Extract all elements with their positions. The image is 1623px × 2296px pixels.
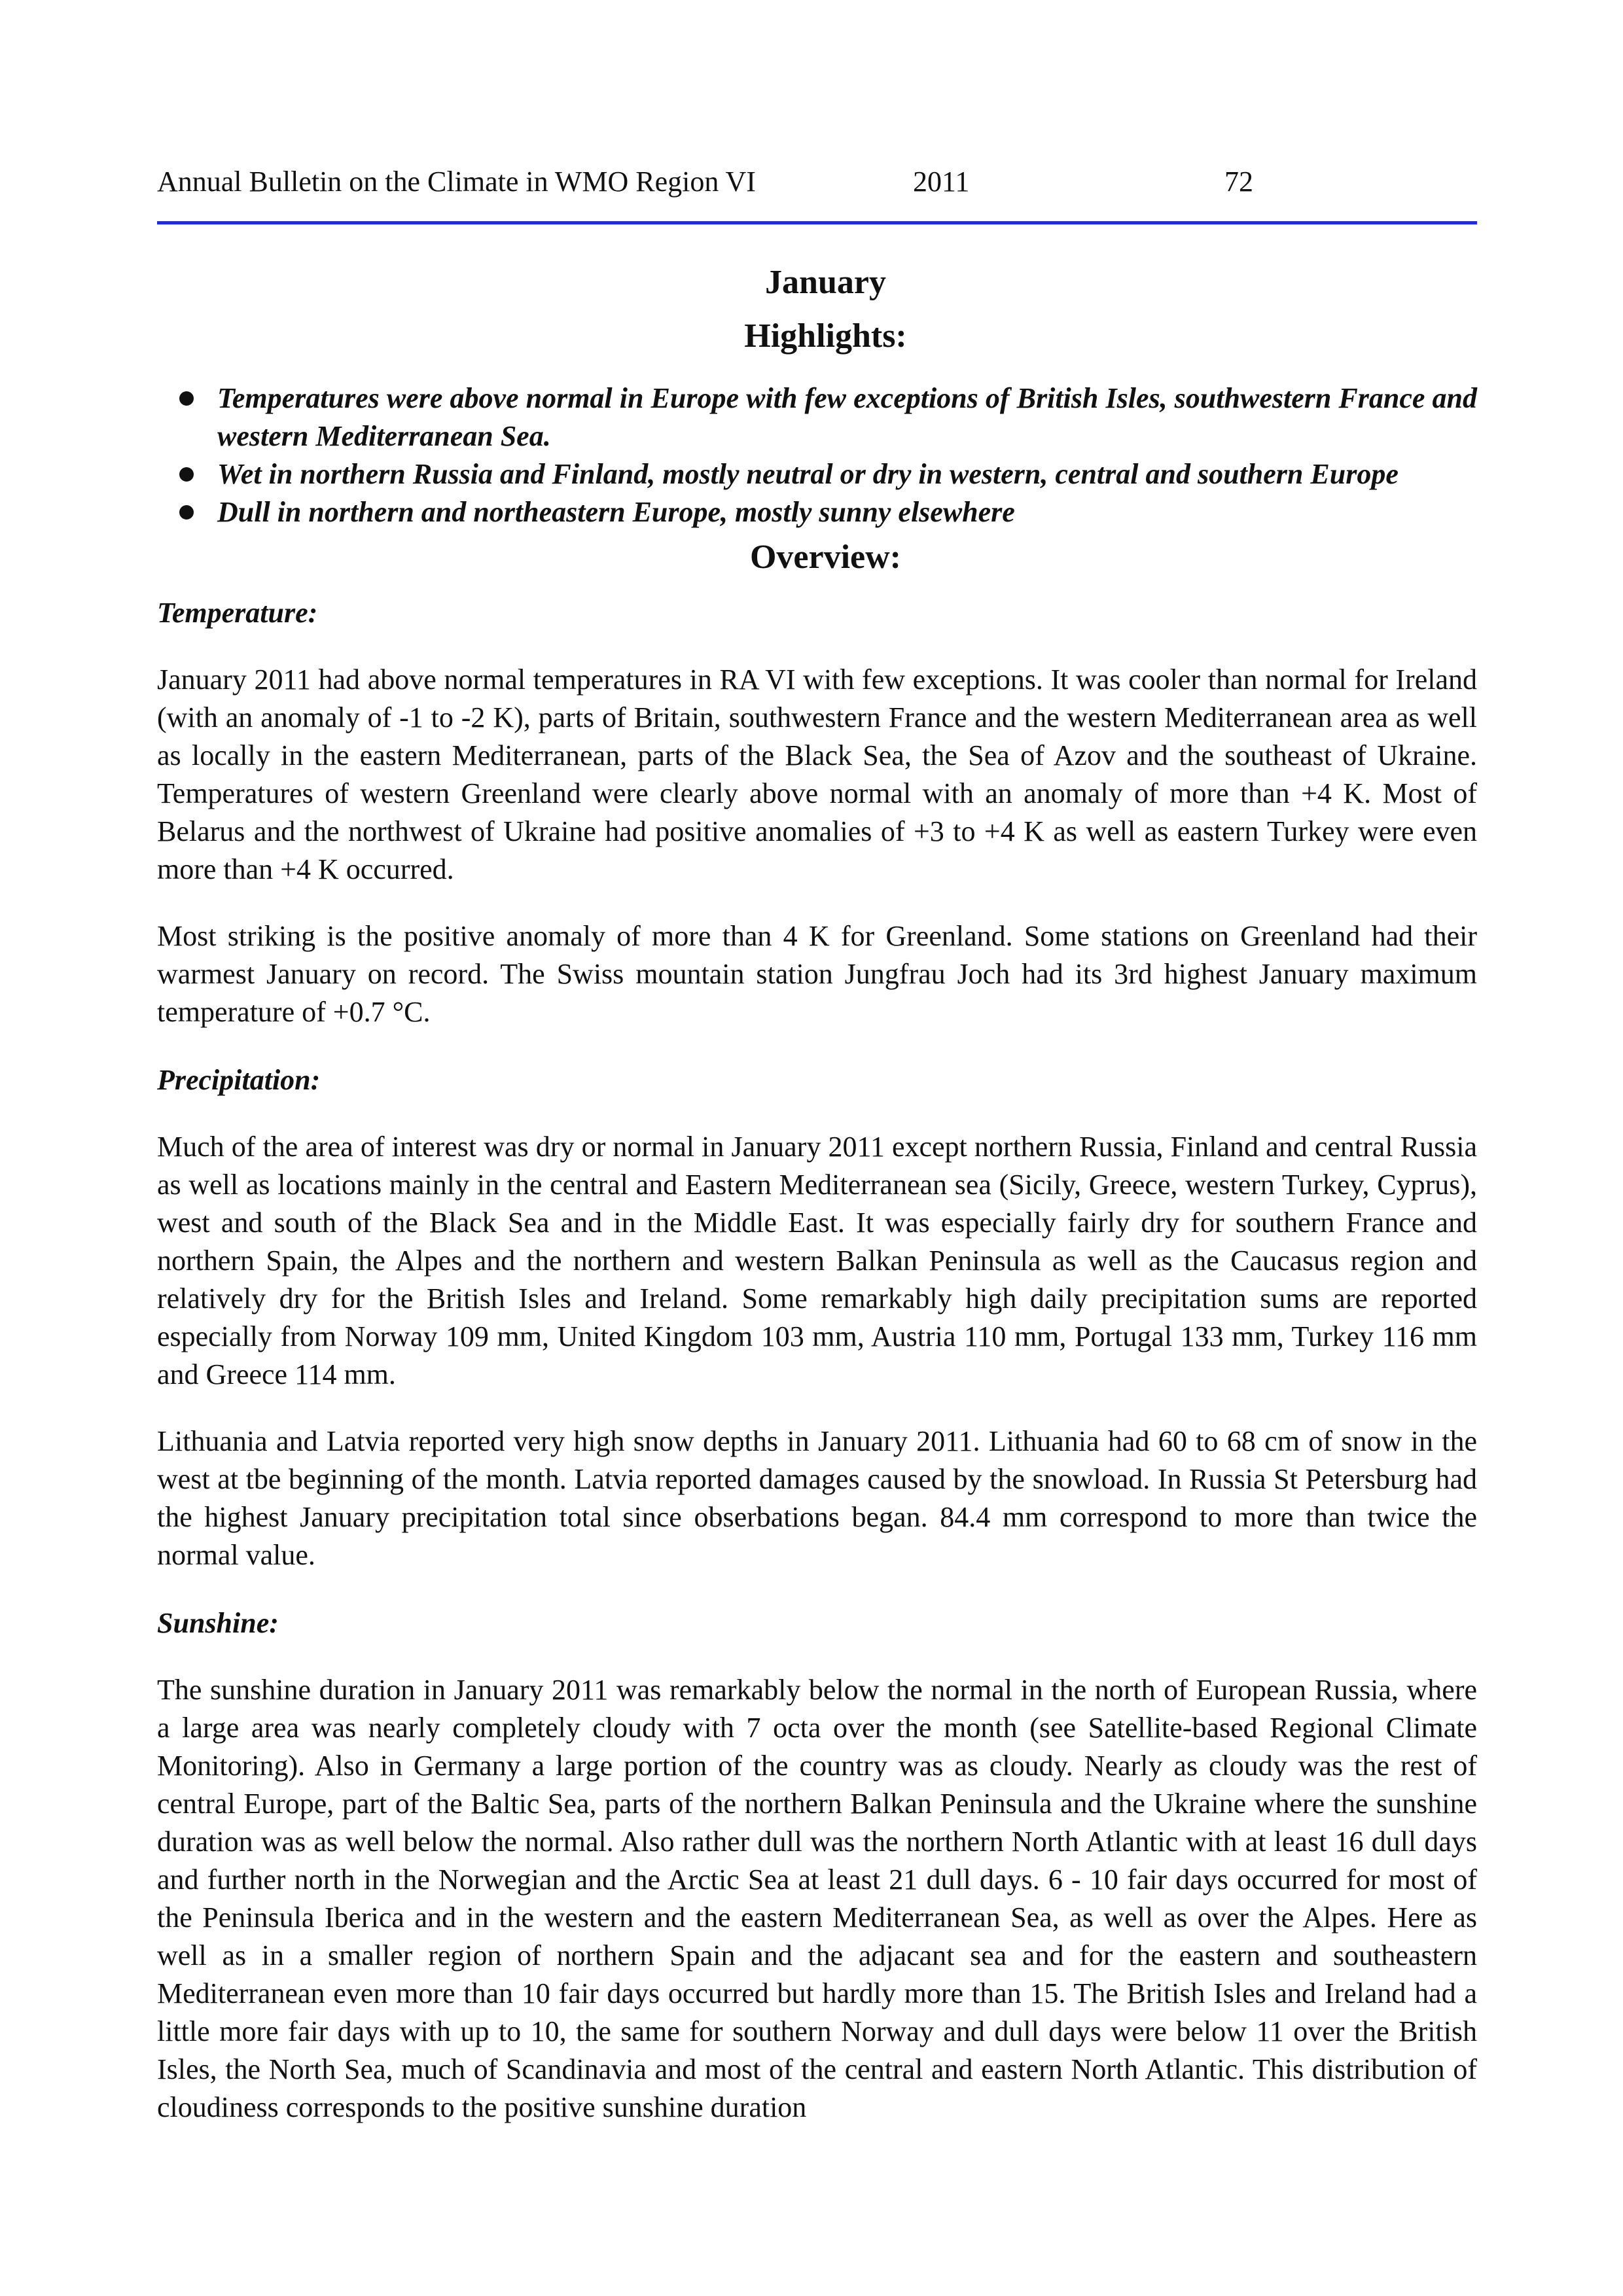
highlights-list [157, 380, 1477, 531]
precipitation-heading: Precipitation: [157, 1064, 321, 1096]
precipitation-paragraph: Much of the area of interest was dry or normal in January 2011 except northern Russia, Finland and central Russia as well as locations mainly in the central and Eastern Mediterranean sea (Sicily, Greece, western Turkey, Cyprus), west and south of the Black Sea and in the Middle East. It was especially fairly dry for southern France and northern Spain, the Alpes and the northern and western Balkan Peninsula as well as the Caucasus region and relatively dry for the British Isles and Ireland. Some remarkably high daily precipitation sums are reported especially from Norway 109 mm, United Kingdom 103 mm, Austria 110 mm, Portugal 133 mm, Turkey 116 mm and Greece 114 mm. [157, 1131, 1477, 1390]
temperature-paragraph: January 2011 had above normal temperatures in RA VI with few exceptions. It was cooler than normal for Ireland (with an anomaly of -1 to -2 K), parts of Britain, southwestern France and the western Mediterranean area as well as locally in the eastern Mediterranean, parts of the Black Sea, the Sea of Azov and the southeast of Ukraine. Temperatures of western Greenland were clearly above normal with an anomaly of more than +4 K. Most of Belarus and the northwest of Ukraine had positive anomalies of +3 to +4 K as well as eastern Turkey were even more than +4 K occurred. [157, 663, 1477, 885]
temperature-heading: Temperature: [157, 597, 318, 629]
overview-heading: Overview: [749, 539, 901, 576]
bullet-icon [179, 391, 194, 406]
running-header [157, 162, 1477, 224]
highlight-text: Dull in northern and northeastern Europe, mostly sunny elsewhere [217, 496, 1015, 528]
temperature-paragraph: Most striking is the positive anomaly of more than 4 K for Greenland. Some stations on Greenland had their warmest January on record. The Swiss mountain station Jungfrau Joch had its 3rd highest January maximum temperature of +0.7 °C. [157, 920, 1477, 1028]
highlights-heading: Highlights: [744, 317, 907, 355]
highlight-item [157, 380, 1477, 455]
bullet-icon [179, 467, 194, 482]
month-title: January [765, 264, 886, 301]
highlight-item [157, 493, 1477, 531]
page-content [157, 255, 1477, 2127]
sunshine-heading: Sunshine: [157, 1607, 279, 1639]
highlight-text: Wet in northern Russia and Finland, mostly neutral or dry in western, central and southern Europe [217, 458, 1399, 490]
bullet-icon [179, 505, 194, 520]
document-page [157, 0, 1477, 2296]
bulletin-year: 2011 [913, 166, 970, 198]
highlight-text: Temperatures were above normal in Europe with few exceptions of British Isles, southwestern France and western Mediterranean Sea. [217, 382, 1477, 452]
bulletin-title: Annual Bulletin on the Climate in WMO Region VI [157, 166, 756, 198]
precipitation-paragraph: Lithuania and Latvia reported very high snow depths in January 2011. Lithuania had 60 to 68 cm of snow in the west at tbe beginning of the month. Latvia reported damages caused by the snowload. In Russia St Petersburg had the highest January precipitation total since obserbations began. 84.4 mm correspond to more than twice the normal value. [157, 1425, 1477, 1571]
page-number: 72 [1224, 166, 1253, 198]
highlight-item [157, 455, 1477, 493]
sunshine-paragraph: The sunshine duration in January 2011 was remarkably below the normal in the north of European Russia, where a large area was nearly completely cloudy with 7 octa over the month (see Satellite-based Regional Climate Monitoring). Also in Germany a large portion of the country was as cloudy. Nearly as cloudy was the rest of central Europe, part of the Baltic Sea, parts of the northern Balkan Peninsula and the Ukraine where the sunshine duration was as well below the normal. Also rather dull was the northern North Atlantic with at least 16 dull days and further north in the Norwegian and the Arctic Sea at least 21 dull days. 6 - 10 fair days occurred for most of the Peninsula Iberica and in the western and the eastern Mediterranean Sea, as well as over the Alpes. Here as well as in a smaller region of northern Spain and the adjacant sea and for the eastern and southeastern Mediterranean even more than 10 fair days occurred but hardly more than 15. The British Isles and Ireland had a little more fair days with up to 10, the same for southern Norway and dull days were below 11 over the British Isles, the North Sea, much of Scandinavia and most of the central and eastern North Atlantic. This distribution of cloudiness corresponds to the positive sunshine duration [157, 1674, 1477, 2123]
